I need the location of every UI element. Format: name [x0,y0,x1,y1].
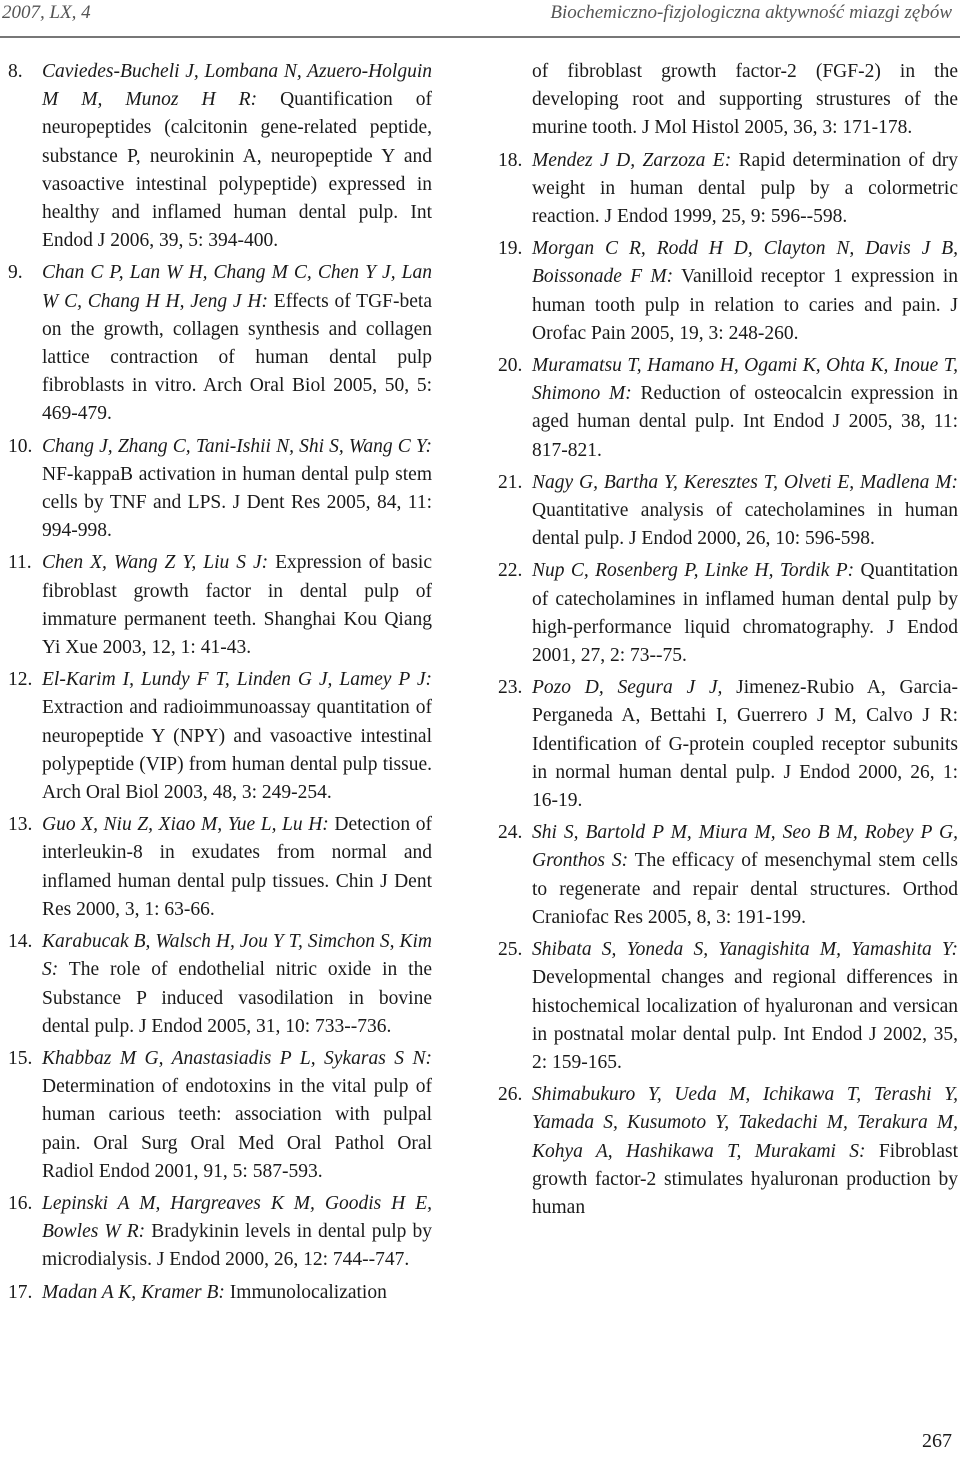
reference-item [498,936,958,1077]
reference-number: 11. [8,552,32,574]
reference-authors: Lepinski A M, Hargreaves K M, Goodis H E, Bowles W R: [42,1192,432,1243]
reference-number: 18. [498,149,523,171]
reference-text: Developmental changes and regional differences in histochemical localization of hyaluronan and versican in postnatal molar dental pulp. Int Endod J 2002, 35, 2: 159-165. [532,967,958,1073]
reference-body [532,235,958,348]
reference-text: Vanilloid receptor 1 expression in human tooth pulp in relation to caries and pain. J Orofac Pain 2005, 19, 3: 248-260. [532,266,958,344]
reference-authors: Pozo D, Segura J J, [532,677,723,699]
reference-item [8,811,432,924]
reference-number: 25. [498,939,523,961]
reference-number: 24. [498,822,523,844]
reference-body [532,936,958,1077]
reference-item [8,1279,432,1307]
reference-item [8,928,432,1041]
reference-authors: Shimabukuro Y, Ueda M, Ichikawa T, Terashi Y, Yamada S, Kusumoto Y, Takedachi M, Terakura M, Kohya A, Hashikawa T, Murakami S: [532,1084,958,1162]
journal-issue: 2007, LX, 4 [2,2,91,23]
reference-item [498,557,958,670]
reference-number: 22. [498,560,523,582]
reference-body [532,147,958,232]
reference-item [498,674,958,815]
reference-item [8,549,432,662]
reference-body [532,352,958,465]
reference-authors: Khabbaz M G, Anastasiadis P L, Sykaras S N: [42,1047,432,1069]
reference-text: The role of endothelial nitric oxide in the Substance P induced vasodilation in bovine dental pulp. J Endod 2005, 31, 10: 733--736. [42,959,432,1037]
reference-item [498,58,958,143]
reference-body [42,666,432,807]
running-header [0,0,960,38]
header-rule [0,36,960,38]
reference-body [42,58,432,255]
reference-text: NF-kappaB activation in human dental pulp stem cells by TNF and LPS. J Dent Res 2005, 84, 11: 994-998. [42,463,432,542]
reference-text: of fibroblast growth factor-2 (FGF-2) in the developing root and supporting strustures of the murine tooth. J Mol Histol 2005, 36, 3: 171-178. [532,61,958,139]
running-title: Biochemiczno-fizjologiczna aktywność miazgi zębów [550,2,952,23]
reference-item [8,666,432,807]
reference-number: 12. [8,669,33,691]
reference-body [532,1081,958,1222]
reference-authors: Guo X, Niu Z, Xiao M, Yue L, Lu H: [42,814,329,836]
reference-item [498,235,958,348]
page-number: 267 [922,1430,952,1452]
reference-number: 23. [498,677,523,699]
reference-body [532,674,958,815]
reference-body [42,1045,432,1186]
reference-authors: Shibata S, Yoneda S, Yanagishita M, Yamashita Y: [532,939,958,961]
reference-number: 9. [8,262,23,284]
reference-text: Determination of endotoxins in the vital pulp of human carious teeth: association with pulpal pain. Oral Surg Oral Med Oral Pathol Oral Radiol Endod 2001, 91, 5: 587-593. [42,1076,432,1182]
reference-number: 19. [498,238,523,260]
reference-authors: Shi S, Bartold P M, Miura M, Seo B M, Robey P G, Gronthos S: [532,822,958,872]
reference-text: Effects of TGF-beta on the growth, collagen synthesis and collagen lattice contraction of human dental pulp fibroblasts in vitro. Arch Oral Biol 2005, 50, 5: 469-479. [42,290,432,425]
reference-body [42,1279,432,1307]
reference-authors: Chen X, Wang Z Y, Liu S J: [42,552,269,574]
reference-text: Jimenez-Rubio A, Garcia-Perganeda A, Bettahi I, Guerrero J M, Calvo J R: Identification of G-protein coupled receptor subunits in normal human dental pulp. J Endod 2000, 26, 1: 16-19. [532,677,959,812]
reference-body [42,811,432,924]
reference-authors: Nagy G, Bartha Y, Keresztes T, Olveti E, Madlena M: [532,471,958,493]
reference-number: 16. [8,1192,33,1214]
reference-body [42,928,432,1041]
reference-number: 8. [8,61,23,82]
reference-item [8,259,432,428]
reference-column-right [498,58,958,1226]
reference-authors: Chang J, Zhang C, Tani-Ishii N, Shi S, Wang C Y: [42,435,432,457]
reference-number: 21. [498,471,523,493]
reference-number: 13. [8,814,33,836]
reference-authors: Madan A K, Kramer B: [42,1281,225,1303]
reference-number: 15. [8,1047,33,1069]
reference-authors: Chan C P, Lan W H, Chang M C, Chen Y J, Lan W C, Chang H H, Jeng J H: [42,262,432,312]
reference-text: Detection of interleukin-8 in exudates from normal and inflamed human dental pulp tissues. Chin J Dent Res 2000, 3, 1: 63-66. [42,814,433,920]
reference-authors: Muramatsu T, Hamano H, Ogami K, Ohta K, Inoue T, Shimono M: [532,355,958,405]
reference-number: 14. [8,931,33,953]
reference-column-left [8,58,432,1311]
reference-authors: Mendez J D, Zarzoza E: [532,149,732,171]
reference-body [532,557,958,670]
reference-text: Quantification of neuropeptides (calcitonin gene-related peptide, substance P, neurokinin A, neuropeptide Y and vasoactive intestinal polypeptide) expressed in healthy and inflamed human dental pulp. Int Endod J 2006, 39, 5: 394-400. [42,89,432,252]
reference-text: Fibroblast growth factor-2 stimulates hyaluronan production by human [532,1140,958,1218]
reference-item [8,58,432,255]
reference-number: 20. [498,355,523,377]
reference-text: The efficacy of mesenchymal stem cells to regenerate and repair dental structures. Orthod Craniofac Res 2005, 8, 3: 191-199. [532,850,959,928]
reference-text: Expression of basic fibroblast growth factor in dental pulp of immature permanent teeth. Shanghai Kou Qiang Yi Xue 2003, 12, 1: 41-43. [42,552,432,659]
reference-number [498,58,532,143]
reference-authors: Morgan C R, Rodd H D, Clayton N, Davis J B, Boissonade F M: [532,238,958,288]
reference-text: Bradykinin levels in dental pulp by microdialysis. J Endod 2000, 26, 12: 744--747. [42,1221,432,1271]
reference-item [498,147,958,232]
reference-text: Quantitative analysis of catecholamines in human dental pulp. J Endod 2000, 26, 10: 596-598. [532,500,958,550]
reference-item [8,1045,432,1186]
reference-item [498,1081,958,1222]
reference-body [532,469,958,554]
reference-authors: Karabucak B, Walsch H, Jou Y T, Simchon S, Kim S: [42,931,432,981]
reference-text: Rapid determination of dry weight in human dental pulp by a colormetric reaction. J Endod 1999, 25, 9: 596--598. [532,149,958,228]
reference-item [498,469,958,554]
reference-authors: El-Karim I, Lundy F T, Linden G J, Lamey P J: [42,669,432,691]
reference-text: Extraction and radioimmunoassay quantitation of neuropeptide Y (NPY) and vasoactive intestinal polypeptide (VIP) from human dental pulp tissue. Arch Oral Biol 2003, 48, 3: 249-254. [42,697,432,804]
reference-number: 17. [8,1281,33,1303]
reference-item [498,819,958,932]
reference-number: 10. [8,435,33,457]
reference-body [42,549,432,662]
reference-item [498,352,958,465]
reference-body [42,433,432,546]
reference-number: 26. [498,1084,523,1106]
reference-body [42,1190,432,1275]
reference-body [532,58,958,143]
reference-item [8,1190,432,1275]
reference-text: Immunolocalization [224,1281,387,1303]
reference-item [8,433,432,546]
reference-authors: Nup C, Rosenberg P, Linke H, Tordik P: [532,560,855,582]
reference-body [42,259,432,428]
reference-text: Reduction of osteocalcin expression in aged human dental pulp. Int Endod J 2005, 38, 11: 817-821. [532,383,958,461]
reference-authors: Caviedes-Bucheli J, Lombana N, Azuero-Holguin M M, Munoz H R: [42,61,432,111]
reference-text: Quantitation of catecholamines in inflamed human dental pulp by high-performance liquid chromatography. J Endod 2001, 27, 2: 73--75. [532,560,958,667]
reference-body [532,819,958,932]
